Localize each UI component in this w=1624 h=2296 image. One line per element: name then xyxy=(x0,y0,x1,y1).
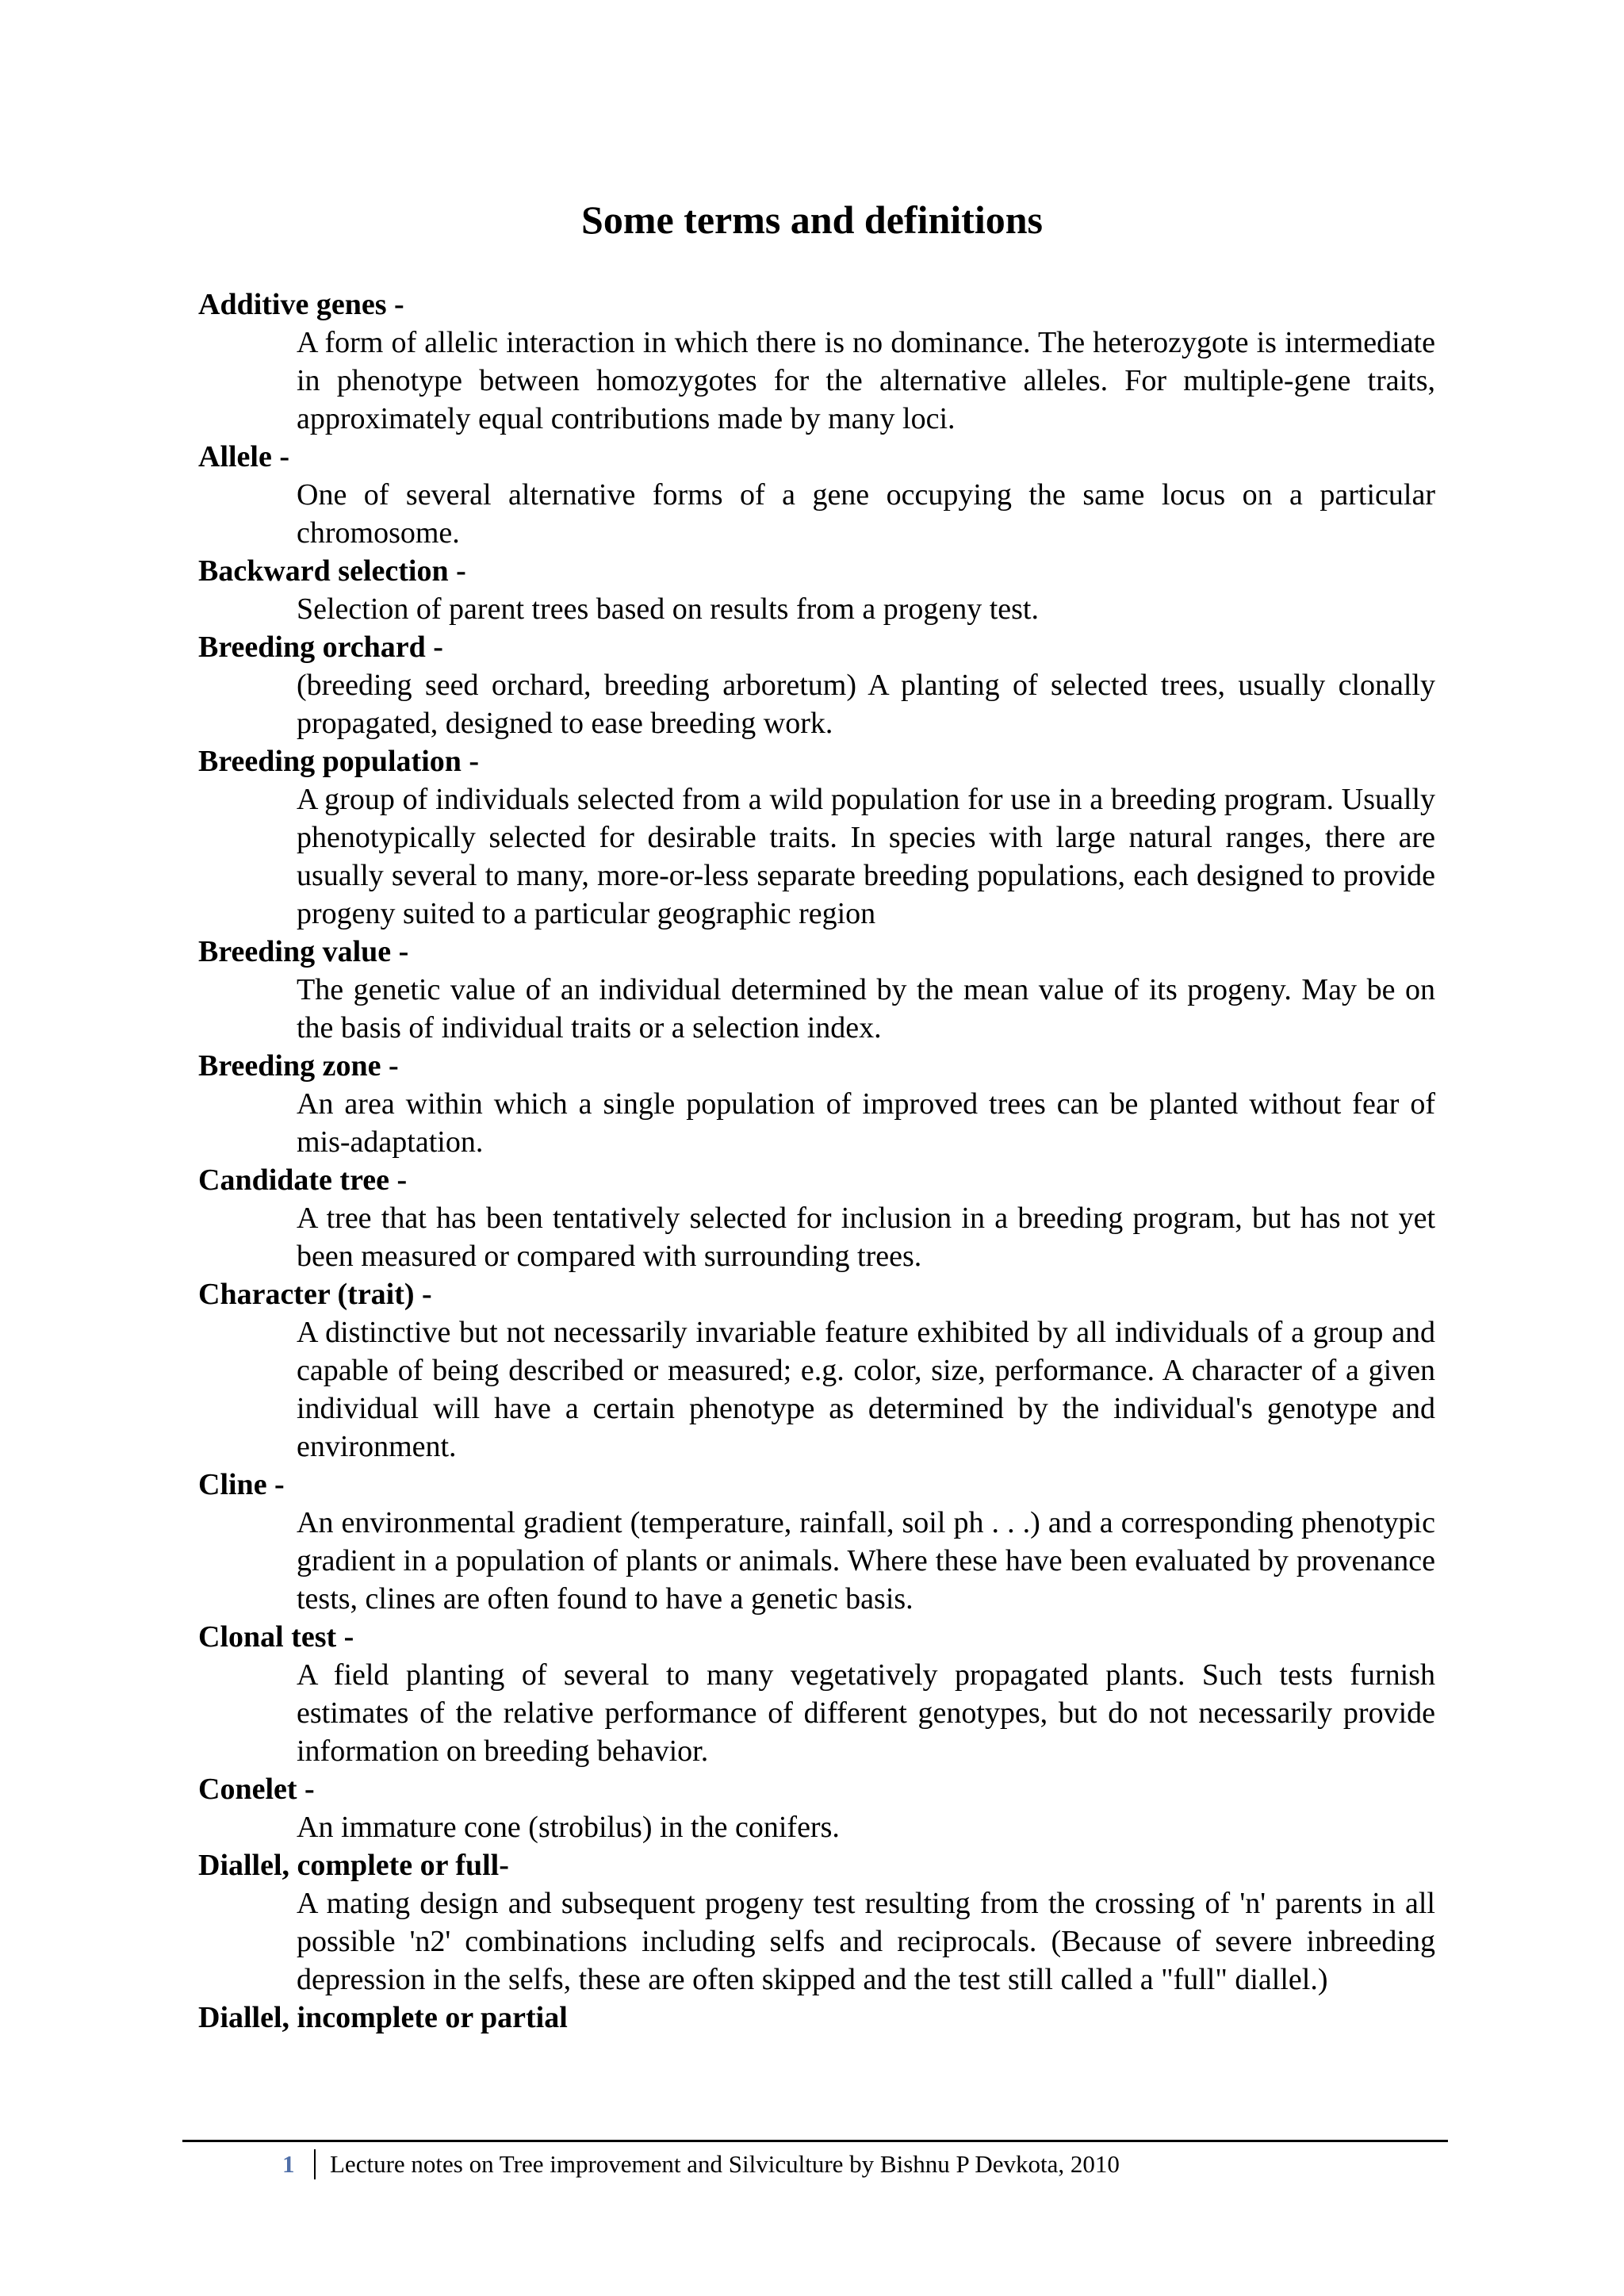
term-allele: Allele - xyxy=(198,440,290,473)
definition-breeding-population: A group of individuals selected from a wild population for use in a breeding program. Usually phenotypically selected for desirable traits. In species with large natural ranges, there are usually several to many, more-or-less separate breeding populations, each designed to provide progeny suited to a particular geographic region xyxy=(297,783,1435,930)
definition-conelet: An immature cone (strobilus) in the conifers. xyxy=(297,1811,840,1844)
footer-separator xyxy=(314,2149,316,2179)
definition-breeding-value: The genetic value of an individual determined by the mean value of its progeny. May be on the basis of individual traits or a selection index. xyxy=(297,973,1435,1045)
definition-character-trait: A distinctive but not necessarily invariable feature exhibited by all individuals of a group and capable of being described or measured; e.g. color, size, performance. A character of a given individual will have a certain phenotype as determined by the individual's genotype and environment. xyxy=(297,1316,1435,1463)
term-diallel-incomplete: Diallel, incomplete or partial xyxy=(198,2001,568,2034)
page-title: Some terms and definitions xyxy=(581,197,1043,242)
term-additive-genes: Additive genes - xyxy=(198,288,404,321)
definition-backward-selection: Selection of parent trees based on results from a progeny test. xyxy=(297,592,1039,626)
term-clonal-test: Clonal test - xyxy=(198,1620,354,1654)
page-footer xyxy=(182,2146,1448,2183)
term-cline: Cline - xyxy=(198,1468,285,1501)
definition-candidate-tree: A tree that has been tentatively selected for inclusion in a breeding program, but has not yet been measured or compared with surrounding trees. xyxy=(297,1202,1435,1273)
term-breeding-population: Breeding population - xyxy=(198,745,480,778)
term-breeding-orchard: Breeding orchard - xyxy=(198,631,443,664)
definition-cline: An environmental gradient (temperature, rainfall, soil ph . . .) and a corresponding phenotypic gradient in a population of plants or animals. Where these have been evaluated by provenance tests, clines are often found to have a genetic basis. xyxy=(297,1506,1435,1616)
definition-diallel-complete: A mating design and subsequent progeny test resulting from the crossing of 'n' parents in all possible 'n2' combinations including selfs and reciprocals. (Because of severe inbreeding depression in the selfs, these are often skipped and the test still called a "full" diallel.) xyxy=(297,1887,1435,1996)
term-character-trait: Character (trait) - xyxy=(198,1278,432,1311)
definition-clonal-test: A field planting of several to many vegetatively propagated plants. Such tests furnish estimates of the relative performance of different genotypes, but do not necessarily provide information on breeding behavior. xyxy=(297,1658,1435,1768)
definition-additive-genes: A form of allelic interaction in which there is no dominance. The heterozygote is intermediate in phenotype between homozygotes for the alternative alleles. For multiple-gene traits, approximately equal contributions made by many loci. xyxy=(297,326,1435,435)
definition-allele: One of several alternative forms of a gene occupying the same locus on a particular chromosome. xyxy=(297,478,1435,550)
definition-breeding-zone: An area within which a single population of improved trees can be planted without fear of mis-adaptation. xyxy=(297,1087,1435,1159)
term-candidate-tree: Candidate tree - xyxy=(198,1163,408,1197)
term-breeding-zone: Breeding zone - xyxy=(198,1049,399,1083)
definition-breeding-orchard: (breeding seed orchard, breeding arboretum) A planting of selected trees, usually clonally propagated, designed to ease breeding work. xyxy=(297,669,1435,740)
term-conelet: Conelet - xyxy=(198,1773,315,1806)
page-number: 1 xyxy=(282,2150,295,2178)
term-breeding-value: Breeding value - xyxy=(198,935,409,968)
glossary-list xyxy=(198,286,1435,2037)
footer-text: Lecture notes on Tree improvement and Silviculture by Bishnu P Devkota, 2010 xyxy=(330,2150,1120,2178)
footer-divider xyxy=(182,2140,1448,2142)
term-diallel-complete: Diallel, complete or full- xyxy=(198,1849,509,1882)
term-backward-selection: Backward selection - xyxy=(198,554,466,588)
